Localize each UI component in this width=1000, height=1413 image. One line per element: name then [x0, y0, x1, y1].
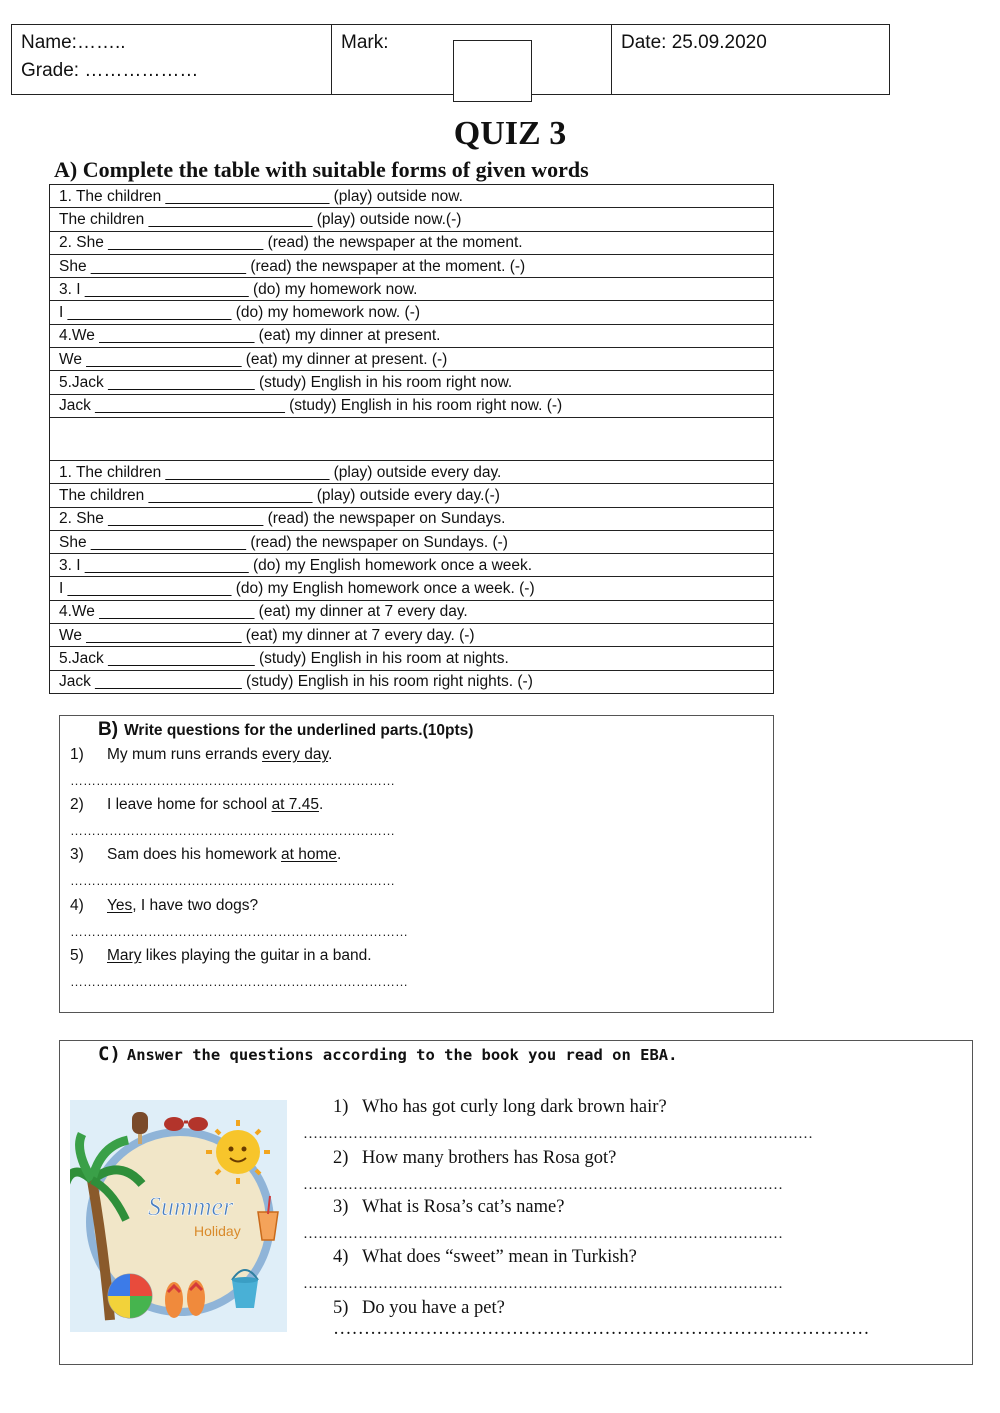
- fill-in-sentence[interactable]: 4.We __________________ (eat) my dinner at 7 every day.: [50, 600, 774, 623]
- table-row: [50, 600, 774, 623]
- table-row: [50, 394, 774, 417]
- table-row: [50, 371, 774, 394]
- table-row: [50, 484, 774, 507]
- section-a-table: [49, 184, 774, 694]
- question-text: My mum runs errands: [107, 746, 263, 763]
- question-text: .: [328, 746, 333, 763]
- table-row: [50, 624, 774, 647]
- header-table: [11, 24, 890, 95]
- beach-ball-icon: [108, 1274, 152, 1318]
- fill-in-sentence[interactable]: 4.We __________________ (eat) my dinner at present.: [50, 324, 774, 347]
- table-row: [50, 670, 774, 693]
- grade-field[interactable]: Grade: ………………: [21, 60, 199, 81]
- fill-in-sentence[interactable]: 1. The children ___________________ (play) outside now.: [50, 185, 774, 208]
- answer-line[interactable]: ……………………………………………………………………………………: [303, 1276, 783, 1292]
- name-field[interactable]: Name:……..: [21, 32, 126, 53]
- fill-in-sentence[interactable]: The children ___________________ (play) outside now.(-): [50, 208, 774, 231]
- question-number: 2): [333, 1148, 349, 1168]
- table-row: [50, 507, 774, 530]
- answer-line[interactable]: ……………………………………………………………………: [70, 924, 408, 939]
- question-number: 3): [333, 1197, 349, 1217]
- section-a-title: A) Complete the table with suitable forms of given words: [54, 157, 589, 182]
- table-row: [50, 348, 774, 371]
- question-text: What is Rosa’s cat’s name?: [362, 1197, 565, 1217]
- mark-label: Mark:: [341, 32, 389, 53]
- section-c-letter: C): [98, 1043, 121, 1065]
- question-number: 5): [333, 1298, 349, 1318]
- question-text: I leave home for school: [107, 796, 272, 813]
- table-row: [50, 577, 774, 600]
- answer-line[interactable]: ……………………………………………………………………: [70, 974, 408, 989]
- underlined-part: at home: [281, 846, 338, 863]
- fill-in-sentence[interactable]: The children ___________________ (play) outside every day.(-): [50, 484, 774, 507]
- question-text: likes playing the guitar in a band.: [141, 947, 372, 964]
- question-text: Sam does his homework: [107, 846, 282, 863]
- question-item: [70, 846, 341, 864]
- fill-in-sentence[interactable]: Jack ______________________ (study) English in his room right now. (-): [50, 394, 774, 417]
- fill-in-sentence[interactable]: Jack _________________ (study) English in his room right nights. (-): [50, 670, 774, 693]
- question-item: [333, 1197, 564, 1218]
- picture-title: Summer: [148, 1192, 234, 1221]
- question-item: [70, 947, 372, 965]
- fill-in-sentence[interactable]: She __________________ (read) the newspaper on Sundays. (-): [50, 530, 774, 553]
- empty-cell: [50, 417, 774, 460]
- table-row: [50, 208, 774, 231]
- fill-in-sentence[interactable]: We __________________ (eat) my dinner at present. (-): [50, 348, 774, 371]
- question-text: What does “sweet” mean in Turkish?: [362, 1247, 637, 1267]
- question-item: [70, 796, 323, 814]
- fill-in-sentence[interactable]: 3. I ___________________ (do) my English homework once a week.: [50, 554, 774, 577]
- underlined-part: Yes: [107, 897, 133, 914]
- question-item: [70, 897, 258, 915]
- question-item: [333, 1298, 1000, 1340]
- fill-in-sentence[interactable]: We __________________ (eat) my dinner at 7 every day. (-): [50, 624, 774, 647]
- section-b-letter: B): [98, 719, 119, 740]
- table-row: [50, 278, 774, 301]
- answer-line[interactable]: ……………………………………………………………………………………: [303, 1177, 783, 1193]
- question-text: How many brothers has Rosa got?: [362, 1148, 617, 1168]
- question-text: .: [337, 846, 342, 863]
- table-row: [50, 530, 774, 553]
- fill-in-sentence[interactable]: 5.Jack _________________ (study) English in his room right now.: [50, 371, 774, 394]
- picture-subtitle: Holiday: [194, 1223, 241, 1239]
- question-text: .: [318, 796, 324, 813]
- question-number: 1): [333, 1097, 349, 1117]
- question-number: 4): [333, 1247, 349, 1267]
- table-row: [50, 554, 774, 577]
- question-number: 3): [70, 846, 84, 863]
- question-number: 4): [70, 897, 84, 914]
- fill-in-sentence[interactable]: I ___________________ (do) my homework now. (-): [50, 301, 774, 324]
- table-row: [50, 647, 774, 670]
- section-c-title: [98, 1043, 677, 1065]
- mark-box[interactable]: [453, 40, 532, 102]
- page-title: QUIZ 3: [453, 115, 567, 152]
- fill-in-sentence[interactable]: 5.Jack _________________ (study) English in his room at nights.: [50, 647, 774, 670]
- question-item: [333, 1097, 667, 1118]
- fill-in-sentence[interactable]: 1. The children ___________________ (play) outside every day.: [50, 460, 774, 483]
- question-text: , I have two dogs?: [132, 897, 259, 914]
- name-grade-cell: [12, 25, 332, 94]
- date-label: Date: 25.09.2020: [621, 32, 767, 53]
- fill-in-sentence[interactable]: I ___________________ (do) my English homework once a week. (-): [50, 577, 774, 600]
- table-row: [50, 460, 774, 483]
- section-b-title: [98, 719, 473, 741]
- table-row: [50, 231, 774, 254]
- question-number: 5): [70, 947, 84, 964]
- summer-holiday-illustration: [70, 1100, 287, 1332]
- fill-in-sentence[interactable]: She __________________ (read) the newspaper at the moment. (-): [50, 254, 774, 277]
- mark-cell: [332, 25, 612, 94]
- underlined-part: at 7.45: [271, 796, 319, 813]
- question-text: Who has got curly long dark brown hair?: [362, 1097, 667, 1117]
- answer-line[interactable]: …………………………………………………………………: [70, 873, 395, 888]
- table-row: [50, 301, 774, 324]
- empty-row: [50, 417, 774, 460]
- table-row: [50, 185, 774, 208]
- question-number: 2): [70, 796, 84, 813]
- question-item: [333, 1148, 616, 1169]
- date-cell: [612, 25, 891, 94]
- fill-in-sentence[interactable]: 2. She __________________ (read) the newspaper at the moment.: [50, 231, 774, 254]
- answer-line[interactable]: ……………………………………………………………………………………: [303, 1226, 783, 1242]
- question-item: [70, 746, 332, 764]
- fill-in-sentence[interactable]: 2. She __________________ (read) the newspaper on Sundays.: [50, 507, 774, 530]
- table-row: [50, 324, 774, 347]
- table-row: [50, 254, 774, 277]
- section-b-instruction: Write questions for the underlined parts.(10pts): [124, 722, 474, 739]
- fill-in-sentence[interactable]: 3. I ___________________ (do) my homework now.: [50, 278, 774, 301]
- answer-line[interactable]: …………………………………………………………………: [70, 773, 395, 788]
- question-number: 1): [70, 746, 84, 763]
- question-text[interactable]: Do you have a pet? ……………………………………………………………………………: [333, 1298, 870, 1339]
- answer-line[interactable]: …………………………………………………………………: [70, 823, 395, 838]
- question-item: [333, 1247, 637, 1268]
- section-c-instruction: Answer the questions according to the book you read on EBA.: [126, 1046, 678, 1064]
- answer-line[interactable]: …………………………………………………………………………………………: [303, 1126, 813, 1142]
- underlined-part: every day: [262, 746, 329, 763]
- underlined-part: Mary: [107, 947, 142, 964]
